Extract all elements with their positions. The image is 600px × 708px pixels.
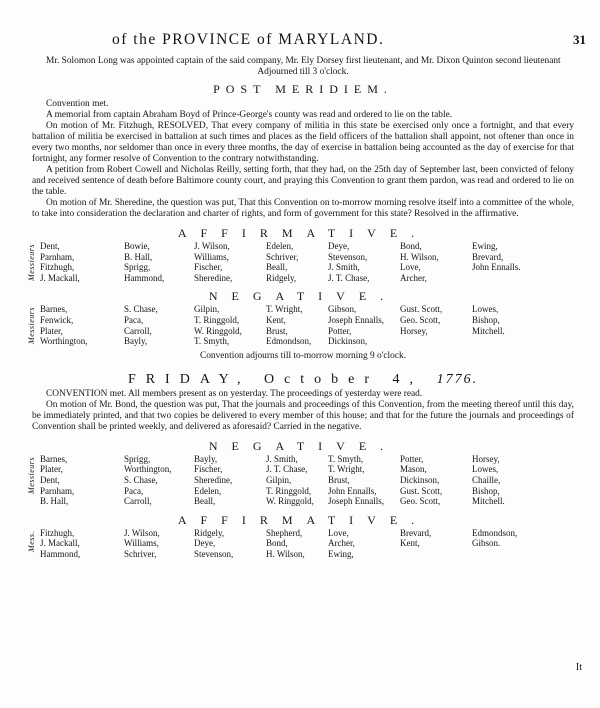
- voter-name: Fenwick,: [40, 314, 74, 325]
- voter-name: Paca,: [124, 485, 144, 496]
- voter-name: J. T. Chase,: [266, 464, 308, 475]
- para-memorial: A memorial from captain Abraham Boyd of Prince-George's county was read and ordered to lie on the table.: [46, 110, 453, 120]
- voter-name: Brevard,: [400, 527, 432, 538]
- para-motion-sheredine: On motion of Mr. Sheredine, the question was put, That this Convention on to-morrow morning resolve itself into a committee of the whole, to take into consideration the declaration and charter of rights, and form of government for this state? Resolved in the affirmative.: [32, 198, 574, 219]
- voter-name: T. Ringgold,: [266, 485, 312, 496]
- voter-name: Carroll,: [124, 496, 152, 507]
- voter-name: Joseph Ennalls,: [328, 314, 384, 325]
- vote1-negative-list: [27, 304, 574, 347]
- adjourned-line: Adjourned till 3 o'clock.: [257, 67, 349, 77]
- voter-name: Worthington,: [40, 336, 88, 347]
- voter-name: Dickinson,: [328, 336, 368, 347]
- voter-name: Bayly,: [194, 453, 218, 464]
- voter-name: Bayly,: [124, 336, 148, 347]
- voter-name: John Ennalls.: [472, 262, 521, 273]
- voter-name: Plater,: [40, 325, 63, 336]
- vote2-affirmative-list: [27, 527, 574, 560]
- voter-name: John Ennalls,: [328, 485, 377, 496]
- voter-name: J. Smith,: [328, 262, 360, 273]
- para-motion-bond: On motion of Mr. Bond, the question was put, That the journals and proceedings of this Convention, from the meeting thereof until this day, be immediately printed, and that two copies be delivered to every member of this house; and that for the future the journals and proceedings of Convention shall be printed weekly, and delivered as aforesaid? Carried in the negative.: [32, 399, 574, 432]
- voter-name: Schriver,: [266, 251, 299, 262]
- voter-name: Ewing,: [472, 241, 498, 251]
- friday-heading: [32, 371, 574, 387]
- friday-date: FRIDAY, October 4,: [127, 371, 424, 387]
- voter-name: Geo. Scott,: [400, 496, 441, 507]
- voter-name: Potter,: [400, 453, 424, 464]
- voter-name: Brevard,: [472, 251, 504, 262]
- page-number: 31: [573, 32, 586, 47]
- voter-name: Gust. Scott,: [400, 485, 443, 496]
- voter-name: Williams,: [124, 538, 159, 549]
- voter-name: Sheredine,: [194, 272, 233, 283]
- voter-name: Fischer,: [194, 262, 223, 273]
- vote1-affirmative-list: [27, 241, 574, 283]
- voter-name: Love,: [400, 262, 421, 273]
- voter-name: Dent,: [40, 241, 60, 251]
- voter-name: Carroll,: [124, 325, 152, 336]
- voter-name: Edelen,: [266, 241, 294, 251]
- voter-name: Horsey,: [400, 325, 428, 336]
- voter-name: H. Wilson,: [400, 251, 439, 262]
- voter-name: Ridgely,: [266, 272, 297, 283]
- voter-name: B. Hall,: [40, 496, 69, 507]
- voter-name: T. Wright,: [328, 464, 365, 475]
- post-meridiem-heading: POST MERIDIEM.: [213, 82, 393, 96]
- messieurs-label: Mess.: [27, 530, 36, 552]
- voter-name: Fitzhugh,: [40, 262, 75, 273]
- voter-name: Bowie,: [124, 241, 150, 251]
- voter-name: Sprigg,: [124, 453, 151, 464]
- voter-name: Barnes,: [40, 304, 68, 315]
- voter-name: W. Ringgold,: [194, 325, 242, 336]
- voter-name: Mason,: [400, 464, 427, 475]
- friday-year: 1776.: [436, 371, 479, 387]
- para-petition: A petition from Robert Cowell and Nicholas Reilly, setting forth, that they had, on the 25th day of September last, been convicted of felony and received sentence of death before Baltimore county court, and praying this Convention to grant them pardon, was read and ordered to lie on the table.: [32, 165, 574, 197]
- voter-name: Barnes,: [40, 453, 68, 464]
- voter-name: Kent,: [266, 314, 286, 325]
- voter-name: Joseph Ennalls,: [328, 496, 384, 507]
- voter-name: [400, 336, 472, 347]
- catchword: It: [575, 662, 582, 673]
- voter-name: [472, 549, 552, 560]
- vote1-negative-heading: NEGATIVE.: [208, 289, 398, 304]
- voter-name: Dickinson,: [400, 474, 440, 485]
- voter-name: Mitchell.: [472, 325, 505, 336]
- voter-name: Ridgely,: [194, 527, 225, 538]
- vote1-affirmative-heading: AFFIRMATIVE.: [177, 226, 429, 240]
- voter-name: S. Chase,: [124, 474, 158, 485]
- voter-name: B. Hall,: [124, 251, 153, 262]
- voter-name: Stevenson,: [194, 548, 234, 559]
- voter-name: J. Wilson,: [124, 527, 160, 538]
- voter-name: Beall,: [194, 496, 216, 507]
- voter-name: Dent,: [40, 474, 60, 485]
- voter-name: Chaille,: [472, 474, 501, 485]
- voter-name: Bishop,: [472, 485, 500, 496]
- messieurs-label: Messieurs: [27, 307, 36, 345]
- para-appointment: Mr. Solomon Long was appointed captain of the said company, Mr. Ely Dorsey first lieutenant, and Mr. Dixon Quinton second lieutenant: [46, 56, 561, 66]
- messieurs-label: Messieurs: [27, 456, 36, 494]
- voter-name: Beall,: [266, 262, 288, 273]
- page-title: of the PROVINCE of MARYLAND.: [112, 31, 385, 48]
- voter-name: Hammond,: [40, 548, 81, 559]
- voter-name: Sheredine,: [194, 474, 233, 485]
- voter-name: Ewing,: [328, 548, 354, 559]
- voter-name: Williams,: [194, 251, 229, 262]
- voter-name: Edmondson,: [472, 527, 518, 538]
- voter-name: Edelen,: [194, 485, 222, 496]
- voter-name: T. Smyth,: [194, 336, 230, 347]
- voter-name: Brust,: [328, 474, 350, 485]
- voter-name: Gibson.: [472, 538, 501, 549]
- document-page: [27, 31, 586, 673]
- vote2-negative-heading: NEGATIVE.: [208, 438, 398, 453]
- voter-name: T. Smyth,: [328, 453, 364, 464]
- voter-name: W. Ringgold,: [266, 496, 314, 507]
- voter-name: Edmondson,: [266, 336, 312, 347]
- voter-name: Gilpin,: [266, 474, 292, 485]
- voter-name: H. Wilson,: [266, 548, 305, 559]
- voter-name: Parnham,: [40, 485, 75, 496]
- voter-name: T. Wright,: [266, 304, 303, 315]
- voter-name: Paca,: [124, 314, 144, 325]
- voter-name: Gilpin,: [194, 304, 220, 315]
- voter-name: T. Ringgold,: [194, 314, 240, 325]
- voter-name: Bond,: [266, 538, 288, 549]
- voter-name: J. Mackall,: [40, 272, 80, 283]
- voter-name: Fischer,: [194, 464, 223, 475]
- vote2-negative-list: [27, 453, 574, 507]
- voter-name: [472, 273, 552, 284]
- voter-name: J. T. Chase,: [328, 272, 370, 283]
- voter-name: Stevenson,: [328, 251, 368, 262]
- voter-name: Geo. Scott,: [400, 314, 441, 325]
- voter-name: Schriver,: [124, 548, 157, 559]
- voter-name: Deye,: [328, 241, 350, 251]
- voter-name: [472, 336, 552, 347]
- voter-name: Horsey,: [472, 453, 500, 464]
- voter-name: J. Mackall,: [40, 538, 80, 549]
- convention-met-line: Convention met.: [46, 99, 109, 109]
- voter-name: Lowes,: [472, 464, 499, 475]
- voter-name: Potter,: [328, 325, 352, 336]
- para-motion-fitzhugh: On motion of Mr. Fitzhugh, RESOLVED, That every company of militia in this state be exercised only once a fortnight, and that every battalion of militia be exercised in battalion at such times and places as the field officers of the battalion shall appoint, not oftener than once in every two months, nor seldomer than once in every three months, the day of exercise in battalion being accounted as the day of exercise for that fortnight, any former resolve of Convention to the contrary notwithstanding.: [32, 121, 574, 164]
- voter-name: Archer,: [400, 272, 427, 283]
- para-convention-met-friday: CONVENTION met. All members present as on yesterday. The proceedings of yesterday were read.: [46, 388, 423, 399]
- voter-name: Bishop,: [472, 314, 500, 325]
- voter-name: J. Wilson,: [194, 241, 230, 251]
- voter-name: Shepherd,: [266, 527, 303, 538]
- voter-name: Hammond,: [124, 272, 165, 283]
- voter-name: Deye,: [194, 538, 216, 549]
- voter-name: Sprigg,: [124, 262, 151, 273]
- voter-name: Gibson,: [328, 304, 357, 315]
- voter-name: Archer,: [328, 538, 355, 549]
- adjourns-line: Convention adjourns till to-morrow morning 9 o'clock.: [199, 350, 407, 361]
- vote2-affirmative-heading: AFFIRMATIVE.: [177, 512, 429, 527]
- voter-name: Kent,: [400, 538, 420, 549]
- voter-name: Bond,: [400, 241, 422, 251]
- voter-name: Brust,: [266, 325, 288, 336]
- voter-name: Plater,: [40, 464, 63, 475]
- voter-name: Gust. Scott,: [400, 304, 443, 315]
- voter-name: Parnham,: [40, 251, 75, 262]
- voter-name: S. Chase,: [124, 304, 158, 315]
- voter-name: Love,: [328, 527, 349, 538]
- voter-name: [400, 549, 472, 560]
- voter-name: Worthington,: [124, 464, 172, 475]
- voter-name: Mitchell.: [472, 496, 505, 507]
- messieurs-label: Messieurs: [27, 244, 36, 281]
- running-header: [32, 31, 586, 56]
- voter-name: Fitzhugh,: [40, 527, 75, 538]
- voter-name: J. Smith,: [266, 453, 298, 464]
- voter-name: Lowes,: [472, 304, 499, 315]
